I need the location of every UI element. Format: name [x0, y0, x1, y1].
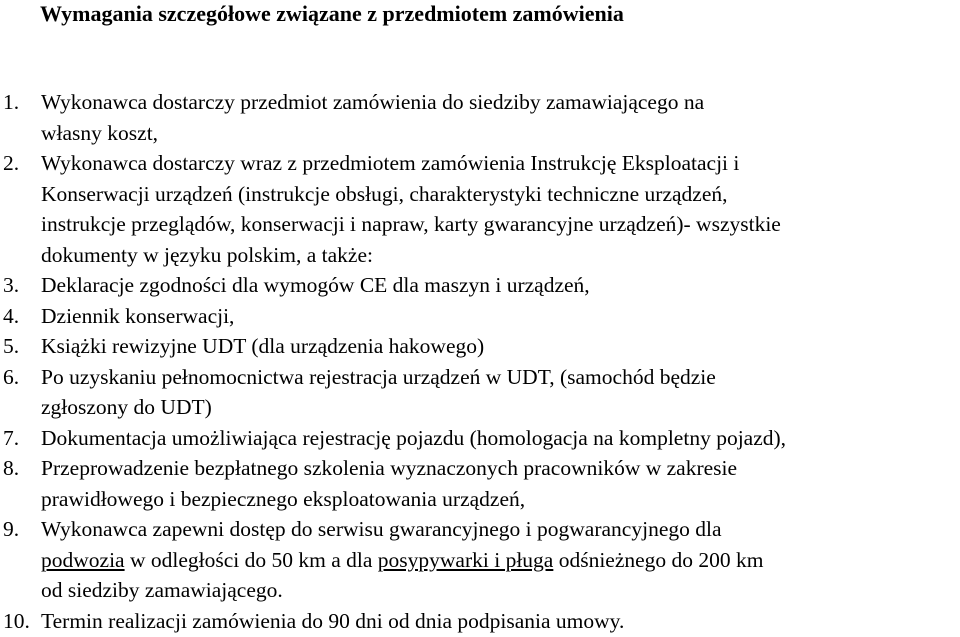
item-text: zgłoszony do UDT) — [41, 395, 212, 419]
list-item — [0, 270, 960, 301]
item-text: prawidłowego i bezpiecznego eksploatowania urządzeń, — [41, 486, 526, 511]
item-number: 10. — [3, 608, 30, 633]
item-text-fragment: odśnieżnego do 200 km — [553, 547, 764, 572]
item-text: Wykonawca zapewni dostęp do serwisu gwarancyjnego i pogwarancyjnego dla — [41, 517, 722, 541]
list-item — [0, 331, 960, 362]
item-number: 8. — [3, 456, 20, 480]
list-item — [0, 514, 960, 606]
requirements-list — [0, 87, 960, 636]
item-text: Termin realizacji zamówienia do 90 dni od dnia podpisania umowy. — [41, 608, 625, 633]
item-number: 5. — [3, 334, 20, 358]
item-number: 7. — [3, 425, 20, 450]
item-text: własny koszt, — [41, 120, 159, 145]
item-text: Dokumentacja umożliwiająca rejestrację pojazdu (homologacja na kompletny pojazd), — [41, 425, 787, 450]
item-text: od siedziby zamawiającego. — [41, 578, 283, 602]
underlined-term: posypywarki i pługa — [377, 547, 554, 572]
item-text: Książki rewizyjne UDT (dla urządzenia hakowego) — [41, 334, 485, 358]
list-item — [0, 148, 960, 270]
item-number: 9. — [3, 517, 20, 541]
item-number: 4. — [3, 303, 20, 328]
item-text — [41, 545, 960, 576]
item-text: Wykonawca dostarczy przedmiot zamówienia do siedziby zamawiającego na — [41, 90, 705, 114]
list-item — [0, 301, 960, 332]
item-text-fragment: w odległości do 50 km a dla — [124, 547, 378, 572]
item-text: dokumenty w języku polskim, a także: — [41, 242, 373, 267]
item-text: Deklaracje zgodności dla wymogów CE dla maszyn i urządzeń, — [41, 273, 590, 297]
list-item — [0, 362, 960, 423]
list-item — [0, 606, 960, 637]
item-number: 2. — [3, 151, 20, 175]
item-number: 6. — [3, 364, 20, 389]
item-text: instrukcje przeglądów, konserwacji i napraw, karty gwarancyjne urządzeń)- wszystkie — [41, 212, 781, 236]
item-number: 3. — [3, 273, 20, 297]
item-text: Dziennik konserwacji, — [41, 303, 235, 328]
document-title: Wymagania szczegółowe związane z przedmiotem zamówienia — [40, 1, 624, 26]
item-text: Konserwacji urządzeń (instrukcje obsługi, charakterystyki techniczne urządzeń, — [41, 181, 728, 206]
underlined-term: podwozia — [41, 547, 125, 572]
list-item — [0, 423, 960, 454]
list-item — [0, 87, 960, 148]
list-item — [0, 453, 960, 514]
item-number: 1. — [3, 90, 20, 114]
item-text: Przeprowadzenie bezpłatnego szkolenia wyznaczonych pracowników w zakresie — [41, 456, 738, 480]
item-text: Wykonawca dostarczy wraz z przedmiotem zamówienia Instrukcję Eksploatacji i — [41, 151, 740, 175]
item-text: Po uzyskaniu pełnomocnictwa rejestracja urządzeń w UDT, (samochód będzie — [41, 364, 716, 389]
